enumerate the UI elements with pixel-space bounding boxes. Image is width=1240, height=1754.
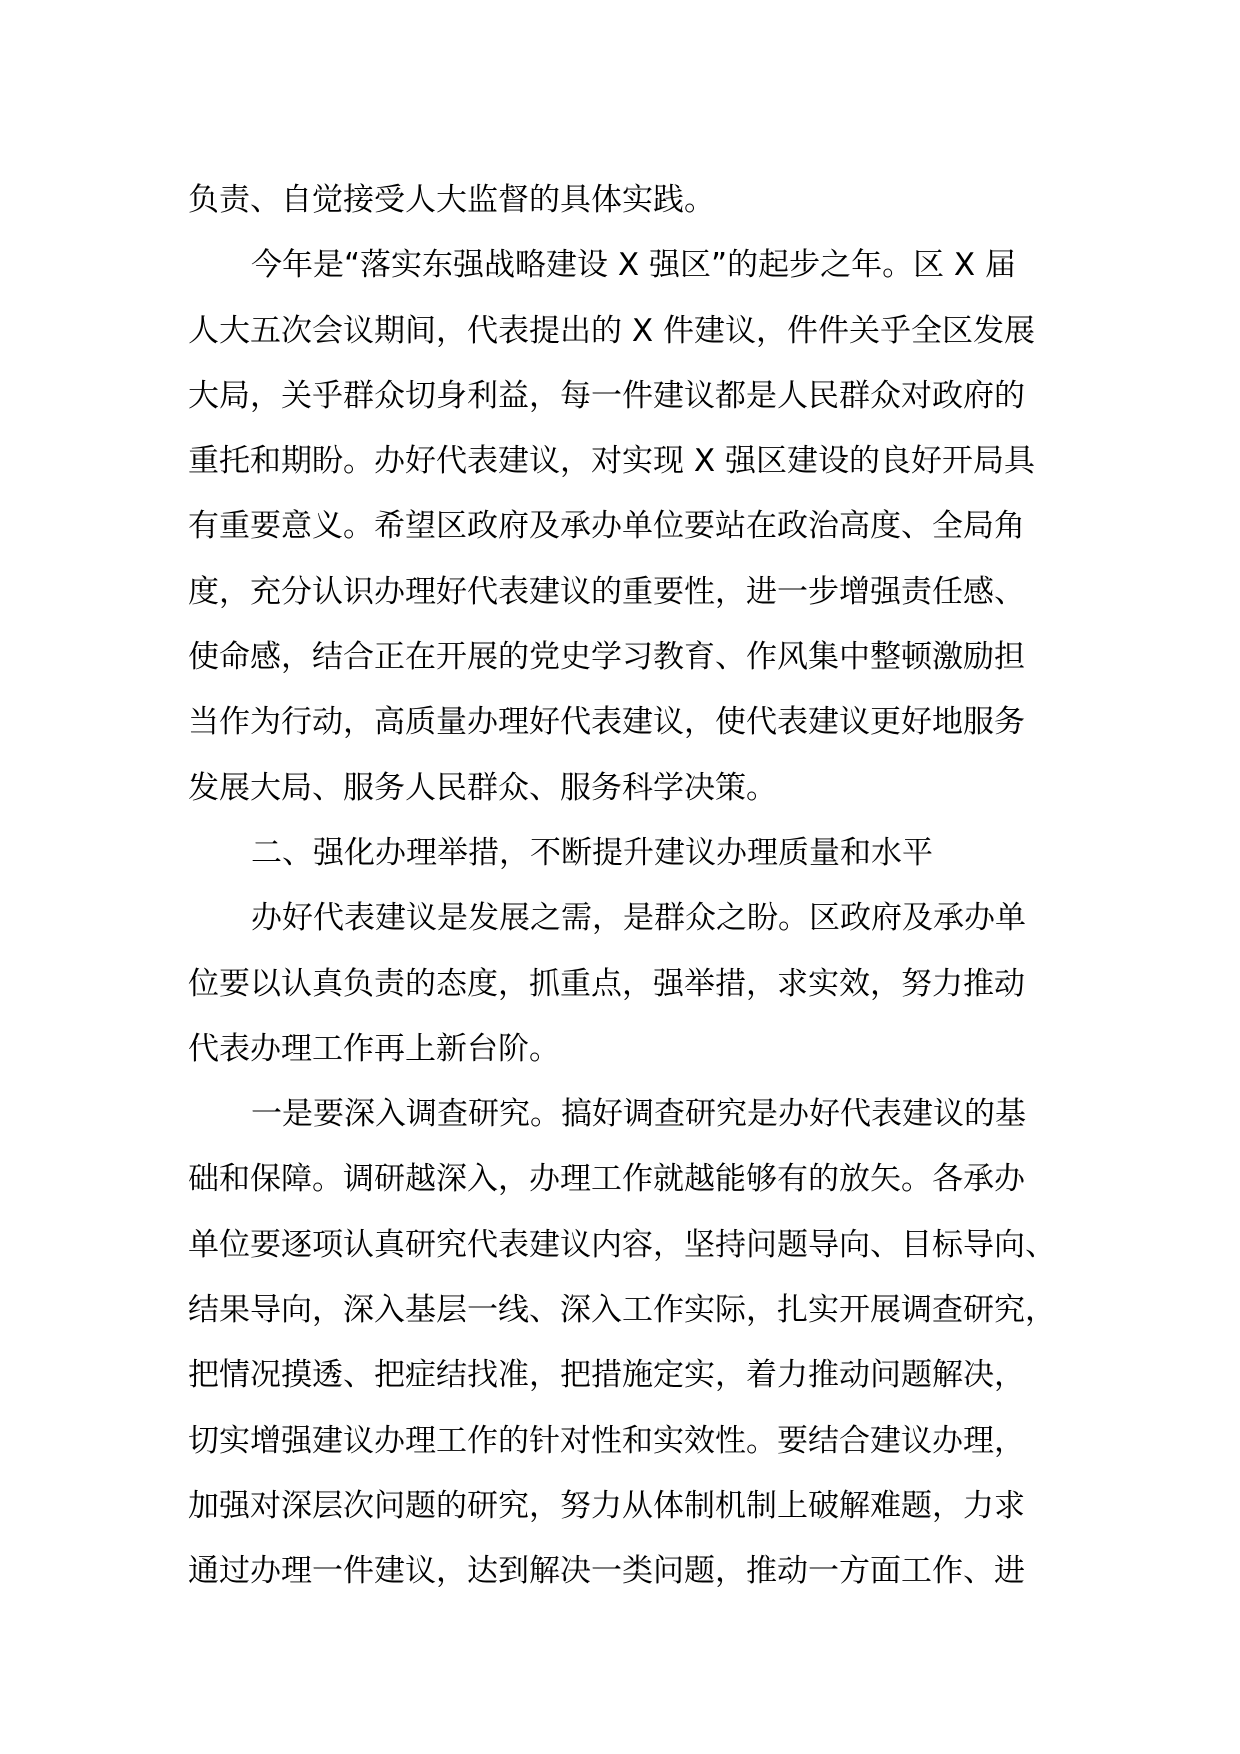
text-line: 使命感，结合正在开展的党史学习教育、作风集中整顿激励担 (188, 639, 1025, 676)
text-line: 发展大局、服务人民群众、服务科学决策。 (188, 769, 777, 806)
text-line: 负责、自觉接受人大监督的具体实践。 (188, 182, 715, 218)
text-line: 代表办理工作再上新台阶。 (188, 1030, 560, 1067)
text-line: 办好代表建议是发展之需，是群众之盼。区政府及承办单 (251, 900, 1026, 937)
text-line: 人大五次会议期间，代表提出的 X 件建议，件件关乎全区发展 (188, 312, 1035, 349)
text-line: 二、强化办理举措，不断提升建议办理质量和水平 (251, 834, 933, 871)
text-line: 结果导向，深入基层一线、深入工作实际，扎实开展调查研究， (188, 1292, 1056, 1329)
text-line: 有重要意义。希望区政府及承办单位要站在政治高度、全局角 (188, 508, 1025, 545)
text-line: 一是要深入调查研究。搞好调查研究是办好代表建议的基 (251, 1096, 1026, 1133)
text-line: 单位要逐项认真研究代表建议内容，坚持问题导向、目标导向、 (188, 1226, 1056, 1263)
text-line: 今年是“落实东强战略建设 X 强区”的起步之年。区 X 届 (251, 247, 1017, 284)
text-line: 础和保障。调研越深入，办理工作就越能够有的放矢。各承办 (188, 1161, 1025, 1198)
body-text (188, 168, 1088, 1605)
text-line: 位要以认真负责的态度，抓重点，强举措，求实效，努力推动 (188, 965, 1025, 1002)
text-line: 重托和期盼。办好代表建议，对实现 X 强区建设的良好开局具 (188, 443, 1035, 480)
text-line: 加强对深层次问题的研究，努力从体制机制上破解难题，力求 (188, 1487, 1025, 1524)
text-line: 度，充分认识办理好代表建议的重要性，进一步增强责任感、 (188, 573, 1025, 610)
text-line: 切实增强建议办理工作的针对性和实效性。要结合建议办理， (188, 1422, 1025, 1459)
text-line: 大局，关乎群众切身利益，每一件建议都是人民群众对政府的 (188, 377, 1025, 414)
text-line: 通过办理一件建议，达到解决一类问题，推动一方面工作、进 (188, 1553, 1025, 1590)
text-line: 把情况摸透、把症结找准，把措施定实，着力推动问题解决， (188, 1357, 1025, 1394)
text-line: 当作为行动，高质量办理好代表建议，使代表建议更好地服务 (188, 704, 1025, 741)
